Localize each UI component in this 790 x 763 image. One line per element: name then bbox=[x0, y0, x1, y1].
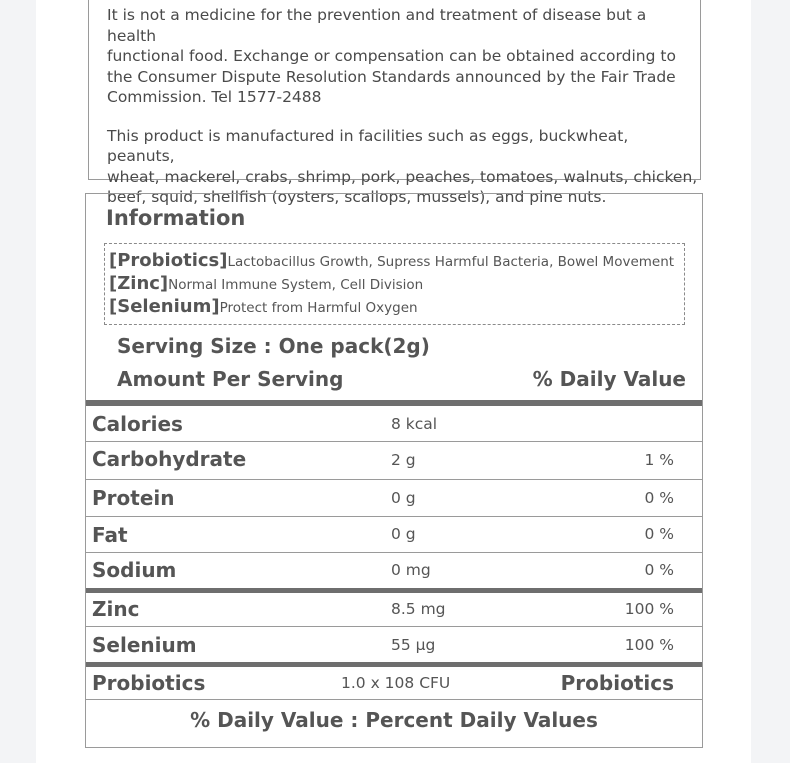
nutrient-daily-value: 0 % bbox=[644, 561, 674, 579]
nutrient-name: Probiotics bbox=[92, 671, 206, 695]
nutrient-amount: 2 g bbox=[391, 451, 416, 469]
nutrient-amount: 0 mg bbox=[391, 561, 431, 579]
table-row-probiotics bbox=[86, 667, 702, 700]
nutrient-amount: 0 g bbox=[391, 525, 416, 543]
nutrient-daily-value: 0 % bbox=[644, 525, 674, 543]
nutrient-name: Sodium bbox=[92, 558, 177, 582]
function-line-probiotics bbox=[109, 250, 684, 273]
table-row-carbohydrate bbox=[86, 442, 702, 480]
nutrient-name: Selenium bbox=[92, 633, 197, 657]
nutrient-name: Zinc bbox=[92, 597, 140, 621]
table-row-zinc bbox=[86, 593, 702, 627]
nutrient-daily-value: 100 % bbox=[624, 600, 674, 618]
function-tag: [Selenium] bbox=[109, 296, 220, 317]
nutrient-amount: 8.5 mg bbox=[391, 600, 446, 618]
notice-box bbox=[88, 0, 701, 206]
table-row-sodium bbox=[86, 553, 702, 588]
table-row-protein bbox=[86, 480, 702, 517]
nutrient-amount: 0 g bbox=[391, 489, 416, 507]
nutrient-name: Protein bbox=[92, 486, 175, 510]
nutrient-amount: 1.0 x 108 CFU bbox=[341, 674, 451, 692]
nutrient-amount: 55 μg bbox=[391, 636, 436, 654]
nutrient-name: Carbohydrate bbox=[92, 447, 247, 471]
nutrient-name: Calories bbox=[92, 412, 183, 436]
serving-size: Serving Size : One pack(2g) bbox=[117, 334, 430, 358]
function-tag: [Zinc] bbox=[109, 273, 169, 294]
nutrient-name: Fat bbox=[92, 523, 128, 547]
nutrient-amount: 8 kcal bbox=[391, 415, 438, 433]
nutrient-daily-value: Probiotics bbox=[560, 671, 674, 695]
function-tag: [Probiotics] bbox=[109, 250, 228, 271]
nutrient-daily-value: 0 % bbox=[644, 489, 674, 507]
function-desc: Normal Immune System, Cell Division bbox=[168, 277, 424, 293]
function-desc: Protect from Harmful Oxygen bbox=[219, 300, 418, 316]
table-row-fat bbox=[86, 517, 702, 553]
table-row-calories bbox=[86, 406, 702, 442]
daily-value-footnote: % Daily Value : Percent Daily Values bbox=[190, 708, 598, 732]
amount-per-serving: Amount Per Serving bbox=[117, 367, 344, 391]
information-title: Information bbox=[106, 206, 246, 230]
notice-paragraph-allergens: This product is manufactured in facilities such as eggs, buckwheat, peanuts, wheat, mackerel, crabs, shrimp, pork, peaches, tomatoes, walnuts, chicken, beef, squid, shellfish (oysters, scallops, mussels), and pine nuts. bbox=[107, 126, 698, 206]
function-line-zinc bbox=[109, 273, 684, 296]
function-line-selenium bbox=[109, 296, 684, 319]
nutrition-info-panel bbox=[85, 193, 703, 748]
functional-claims-box bbox=[104, 243, 685, 325]
nutrient-daily-value: 1 % bbox=[644, 451, 674, 469]
daily-value-header: % Daily Value bbox=[532, 367, 686, 391]
function-desc: Lactobacillus Growth, Supress Harmful Bacteria, Bowel Movement bbox=[227, 254, 675, 270]
notice-paragraph-disclaimer: It is not a medicine for the prevention and treatment of disease but a health functional food. Exchange or compensation can be obtained according to the Consumer Dispute Resolution Standards announced by the Fair Trade Commission. Tel 1577-2488 bbox=[107, 6, 676, 106]
nutrient-daily-value: 100 % bbox=[624, 636, 674, 654]
table-row-selenium bbox=[86, 627, 702, 662]
